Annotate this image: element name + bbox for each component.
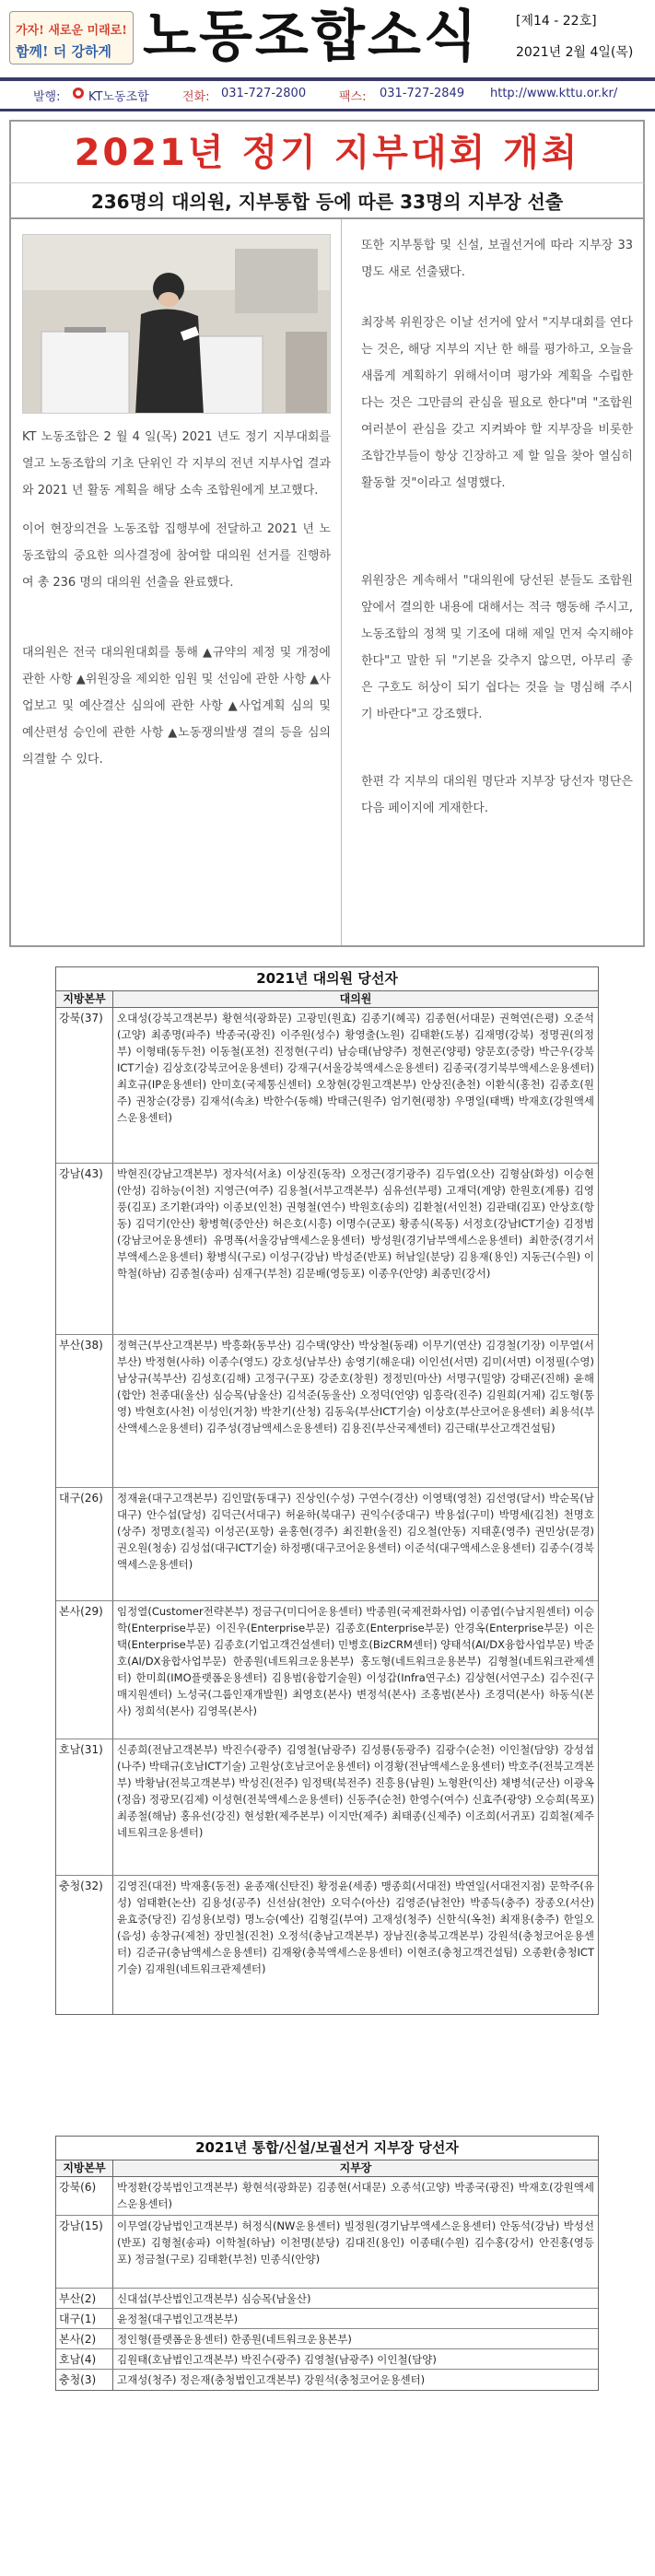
slogan-box <box>9 11 134 64</box>
kt-logo-icon <box>72 87 85 103</box>
names-cell: 임정열(Customer전략본부) 정금구(미디어운용센터) 박종원(국제전화사업) 이종엽(수납지원센터) 이승학(Enterprise부문) 이진우(Enterprise부문) 김종호(Enterprise부문) 안경옥(Enterprise부문) 이은택(Enterprise부문) 김종호(기업고객건설센터) 민병호(BizCRM센터) 양태석(AI/DX융합사업부문) 박준호(AI/DX융합사업부문) 한종원(네트워크운용본부) 홍도형(네트워크운용본부) 김형철(네트워크관제센터) 한미희(IMO플랫폼운용센터) 김용범(융합기술원) 이성갑(Infra연구소) 김상현(서연구소) 김수진(구매지원센터) 노성국(그룹인재개발원) 최영호(본사) 변정석(본사) 조홍범(본사) 조경덕(본사) 하동식(본사) 정희석(본사) 김영목(본사) <box>117 1605 594 1717</box>
names-cell: 김영진(대전) 박재홍(동전) 윤종재(신탄진) 황정윤(세종) 맹종희(서대전) 박연일(서대전지점) 문학주(유성) 엄태환(논산) 김용성(공주) 신선삼(천안) 오덕수(아산) 김영준(남천안) 박종득(충주) 장종오(서산) 윤효중(당진) 김성용(보령) 명노승(예산) 김형길(부여) 고재성(청주) 신한식(옥천) 최재용(충주) 한일오(음성) 송창규(제천) 장민철(진천) 오정석(충남고객본부) 장남진(충북고객본부) 강원석(충청코어운용센터) 김준규(충남액세스운용센터) 김재왕(충북액세스운용센터) 이현조(충청고객건설팀) 오종환(충청ICT기술) 김재원(네트워크관제센터) <box>117 1879 594 1975</box>
delegate-table-header <box>56 991 598 1008</box>
issue-date: 2021년 2월 4일(목) <box>516 45 634 60</box>
table-row <box>56 1739 598 1876</box>
article-body <box>9 219 645 947</box>
region-cell: 본사(2) <box>56 2329 113 2348</box>
names-cell: 정재윤(대구고객본부) 김인말(동대구) 진상인(수성) 구연수(경산) 이영택(영천) 김선영(달서) 박순목(남대구) 안수섭(달성) 김덕근(서대구) 허윤하(북대구) 권익수(중대구) 박용섭(구미) 박명세(김천) 천명호(상주) 정명호(칠곡) 이성곤(포항) 윤홍현(경주) 최진환(울진) 김오철(안동) 지태훈(영주) 권민상(문경) 권오원(청송) 김성섭(대구ICT기술) 하정팽(대구코어운용센터) 이준석(대구액세스운용센터) 김종수(경북액세스운용센터) <box>117 1492 594 1571</box>
region-cell: 대구(1) <box>56 2309 113 2328</box>
names-cell: 정혁근(부산고객본부) 박흥화(동부산) 김수택(양산) 박상철(동래) 이무기(연산) 김경철(기장) 이무열(서부산) 박정현(사하) 이종수(영도) 강호성(남부산) 송영기(해운대) 이인선(서면) 김미(서면) 이정필(수영) 남상규(북부산) 김성호(김해) 고정구(구포) 강준호(창원) 정정민(마산) 서명구(밀양) 강태곤(진해) 윤해(합안) 천종대(울산) 심승목(남울산) 김석준(동울산) 오정덕(언양) 임흥락(진주) 김원희(거제) 김도형(통영) 박현호(사천) 이성인(거창) 박찬기(산청) 김동욱(부산ICT기술) 이상호(부산코어운용센터) 최용석(부산액세스운용센터) 김주성(경남액세스운용센터) 김용진(부산국제센터) 김근태(부산고객건설팀) <box>117 1339 594 1434</box>
table-row <box>56 1876 598 2014</box>
paragraph-2: 이어 현장의견을 노동조합 집행부에 전달하고 2021 년 노동조합의 중요한 의사결정에 참여할 대의원 선거를 진행하여 총 236 명의 대의원 선출을 완료했다. <box>22 522 331 590</box>
region-cell: 호남(31) <box>56 1739 113 1875</box>
table-row <box>56 2216 598 2289</box>
table-row <box>56 1335 598 1488</box>
table-row <box>56 2309 598 2329</box>
header-delegates: 대의원 <box>339 992 372 1005</box>
names-cell: 박정환(강북법인고객본부) 황현석(광화문) 김종현(서대문) 오종석(고양) 박종국(광진) 박재호(강원액세스운용센터) <box>117 2181 594 2210</box>
branch-chief-table <box>55 2136 599 2391</box>
paragraph-1: KT 노동조합은 2 월 4 일(목) 2021 년도 정기 지부대회를 열고 노동조합의 기초 단위인 각 지부의 전년 지부사업 결과와 2021 년 활동 계획을 해당 소속 조합원에게 보고했다. <box>22 430 331 498</box>
region-cell: 충청(3) <box>56 2370 113 2390</box>
fax-number: 031-727-2849 <box>380 87 465 100</box>
region-cell: 호남(4) <box>56 2349 113 2369</box>
region-cell: 충청(32) <box>56 1876 113 2014</box>
phone-label: 전화: <box>182 90 210 104</box>
region-cell: 대구(26) <box>56 1488 113 1600</box>
region-cell: 강북(37) <box>56 1008 113 1163</box>
masthead-title: 노동조합소식 <box>143 5 480 69</box>
names-cell: 이무열(강남법인고객본부) 허정식(NW운용센터) 빌정원(경기남부액세스운용센터) 안동석(강남) 박성선(반포) 김형철(송파) 이학철(하남) 이천명(분당) 김대진(용인) 이종태(수원) 김수홍(강서) 안진홍(영등포) 정금철(구로) 김태환(부천) 민종식(안양) <box>117 2219 594 2266</box>
names-cell: 신종희(전남고객본부) 박진수(광주) 김영철(남광주) 김성룡(동광주) 김광수(순천) 이인철(담양) 강성섭(나주) 박태규(호남ICT기술) 고원상(호남코어운용센터) 이경황(전남액세스운용센터) 박호주(전북고객본부) 박황남(전북고객본부) 박성진(전주) 임정택(북전주) 진흥용(남원) 노형완(익산) 채병석(군산) 이광옥(정읍) 정광모(김제) 이성현(전북액세스운용센터) 신동주(순천) 한영수(여수) 신효주(광양) 오승희(목포) 최종철(해남) 홍유선(강진) 현성환(제주본부) 이지만(제주) 최태종(신제주) 이조희(서귀포) 김희철(제주네트워크운용센터) <box>117 1743 594 1839</box>
region-cell: 부산(38) <box>56 1335 113 1487</box>
table-row <box>56 1164 598 1335</box>
header-branch-chiefs: 지부장 <box>339 2161 372 2174</box>
names-cell: 윤정철(대구법인고객본부) <box>117 2313 239 2325</box>
top-rule <box>0 77 655 81</box>
names-cell: 박현진(강남고객본부) 정자석(서초) 이상진(동작) 오정근(경기광주) 김두엽(오산) 김형삼(화성) 이승현(안성) 김하능(이천) 지영근(여주) 김용철(서부고객본부) 심유선(부평) 고재덕(계양) 한원호(계룡) 김영풍(김포) 조기환(과악) 이종보(인천) 권형철(연수) 박원호(송의) 김환철(서인천) 김관태(김포) 안상호(항동) 김덕기(안산) 황병혁(중안산) 허은호(시흥) 이명수(군포) 황종식(목동) 서정호(강남ICT기술) 김정범(강남코어운용센터) 유명폭(서울강남액세스운용센터) 방성원(경기남부액세스운용센터) 최한중(경기서부액세스운용센터) 황병식(구로) 이성구(강남) 박성준(반포) 허남일(분당) 김용재(용인) 지동근(수원) 이학철(하남) 김종철(송파) 심재구(부천) 김문배(영등포) 이종우(안양) 최종민(강서) <box>117 1167 594 1280</box>
table-row <box>56 2329 598 2349</box>
paragraph-7: 한편 각 지부의 대의원 명단과 지부장 당선자 명단은 다음 페이지에 게재한다. <box>361 775 633 815</box>
region-cell: 부산(2) <box>56 2289 113 2308</box>
website-link[interactable]: http://www.kttu.or.kr/ <box>490 87 618 100</box>
bottom-rule <box>0 109 655 111</box>
publisher-name: KT노동조합 <box>88 90 149 104</box>
names-cell: 김원태(호남법인고객본부) 박진수(광주) 김영철(남광주) 이인철(담양) <box>117 2353 437 2366</box>
table-row <box>56 1008 598 1164</box>
paragraph-4: 또한 지부통합 및 신설, 보궐선거에 따라 지부장 33명도 새로 선출됐다. <box>361 239 633 279</box>
slogan-line-2: 함께! 더 강하게 <box>16 43 111 60</box>
names-cell: 신대섭(부산법인고객본부) 심승목(남울산) <box>117 2292 311 2305</box>
names-cell: 오대성(강북고객본부) 황현석(광화문) 고광민(원효) 김종기(혜곡) 김종현(서대문) 권혁연(은평) 오준석(고양) 최종명(파주) 박종국(광진) 이주원(성수) 황영출(노원) 김태환(도봉) 김재명(강북) 정명권(의정부) 이형태(동두천) 이동철(포천) 진정현(구리) 남승태(남양주) 정현곤(양평) 양문호(중랑) 박근우(강북ICT기술) 김상호(강북코어운용센터) 강재구(서울강북액세스운용센터) 김종국(경기북부액세스운용센터) 최호규(IP운용센터) 안미호(국제통신센터) 오창현(강원고객본부) 안상진(춘천) 이환식(홍천) 김종호(원주) 권창순(강릉) 김재석(속초) 박한수(동해) 박태근(원주) 엄기현(평창) 우명일(태백) 박재호(강원액세스운용센터) <box>117 1012 594 1124</box>
paragraph-3: 대의원은 전국 대의원대회를 통해 ▲규약의 제정 및 개정에 관한 사항 ▲위원장을 제외한 임원 및 선임에 관한 사항 ▲사업보고 및 예산결산 심의에 관한 사항 ▲사업계획 심의 및 예산편성 승인에 관한 사항 ▲노동쟁의발생 결의 등을 심의 의결할 수 있다. <box>22 646 331 767</box>
article-subheadline: 236명의 대의원, 지부통합 등에 따른 33명의 지부장 선출 <box>9 182 645 219</box>
paragraph-5: 최장복 위원장은 이날 선거에 앞서 "지부대회를 연다는 것은, 해당 지부의 지난 한 해를 평가하고, 오늘을 새롭게 계획하기 위해서이며 평가와 계획을 수립한다는 것은 그만큼의 관심을 필요로 한다"며 "조합원 여러분이 관심을 갖고 지켜봐야 할 지부장을 비롯한 조합간부들이 항상 긴장하고 제 할 일을 찾아 열심히 활동할 것"이라고 설명했다. <box>361 316 633 490</box>
region-cell: 강남(43) <box>56 1164 113 1334</box>
header-region: 지방본부 <box>56 2160 113 2176</box>
table-row <box>56 1601 598 1739</box>
branch-chief-table-header <box>56 2160 598 2177</box>
column-divider <box>341 219 342 945</box>
table-row <box>56 2289 598 2309</box>
issue-number: [제14 - 22호] <box>516 14 597 29</box>
names-cell: 정인형(플랫폼운용센터) 한종원(네트워크운용본부) <box>117 2333 352 2346</box>
table-row <box>56 2349 598 2370</box>
phone-number: 031-727-2800 <box>221 87 307 100</box>
slogan-line-1: 가자! 새로운 미래로! <box>16 24 127 38</box>
delegate-table-title: 2021년 대의원 당선자 <box>56 967 598 991</box>
header-region: 지방본부 <box>56 991 113 1007</box>
region-cell: 강북(6) <box>56 2177 113 2215</box>
contact-bar <box>0 85 655 105</box>
delegate-table <box>55 966 599 2015</box>
paragraph-6: 위원장은 계속해서 "대의원에 당선된 분들도 조합원 앞에서 결의한 내용에 대해서는 적극 행동해 주시고, 노동조합의 정책 및 기조에 대해 제일 먼저 숙지해야 한다"고 말한 뒤 "기본을 갖추지 않으면, 아무리 좋은 구호도 허상이 되기 쉽다는 것을 늘 명심해 주시기 바란다"고 강조했다. <box>361 574 633 721</box>
names-cell: 고재성(청주) 정은재(충청법인고객본부) 강원석(충청코어운용센터) <box>117 2373 426 2386</box>
branch-chief-table-title: 2021년 통합/신설/보궐선거 지부장 당선자 <box>56 2137 598 2160</box>
fax-label: 팩스: <box>339 90 367 104</box>
region-cell: 본사(29) <box>56 1601 113 1739</box>
region-cell: 강남(15) <box>56 2216 113 2288</box>
ballot-box-photo <box>22 234 331 414</box>
article-headline: 2021년 정기 지부대회 개최 <box>9 120 645 182</box>
table-row <box>56 2370 598 2390</box>
publisher-label: 발행: <box>33 90 61 104</box>
table-row <box>56 2177 598 2216</box>
table-row <box>56 1488 598 1601</box>
